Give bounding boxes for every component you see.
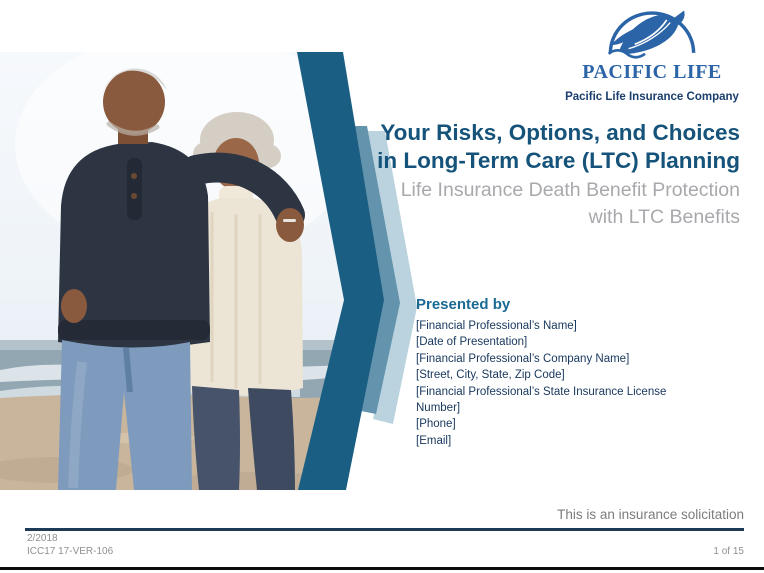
slide-subtitle: [401, 177, 740, 231]
couple-beach-photo: [0, 30, 355, 494]
presented-line-date: [Date of Presentation]: [416, 336, 528, 349]
footer-divider: [25, 528, 744, 531]
pacific-life-wordmark: PACIFIC LIFE: [582, 61, 722, 83]
subtitle-line-2: with LTC Benefits: [588, 206, 740, 228]
presented-line-license: [Financial Professional’s State Insurance License Number]: [416, 385, 667, 415]
title-line-2: in Long-Term Care (LTC) Planning: [377, 148, 740, 173]
subtitle-line-1: Life Insurance Death Benefit Protection: [400, 179, 740, 201]
presented-line-address: [Street, City, State, Zip Code]: [416, 369, 565, 382]
footer-date: 2/2018: [27, 533, 58, 544]
presented-by-block: [416, 296, 668, 449]
bottom-edge-bar: [0, 567, 764, 570]
title-line-1: Your Risks, Options, and Choices: [380, 120, 740, 145]
presented-line-phone: [Phone]: [416, 418, 456, 431]
presented-line-company: [Financial Professional’s Company Name]: [416, 352, 630, 365]
company-name: Pacific Life Insurance Company: [565, 91, 739, 103]
solicitation-text: This is an insurance solicitation: [557, 507, 744, 522]
pacific-life-whale-icon: [600, 6, 704, 60]
presented-line-email: [Email]: [416, 434, 452, 447]
footer-form-number: ICC17 17-VER-106: [27, 546, 114, 557]
presented-line-name: [Financial Professional’s Name]: [416, 320, 577, 332]
page-indicator: 1 of 15: [713, 546, 744, 557]
brand-block: [540, 6, 764, 103]
presented-by-heading: Presented by: [416, 296, 511, 313]
slide-title: [377, 119, 740, 175]
